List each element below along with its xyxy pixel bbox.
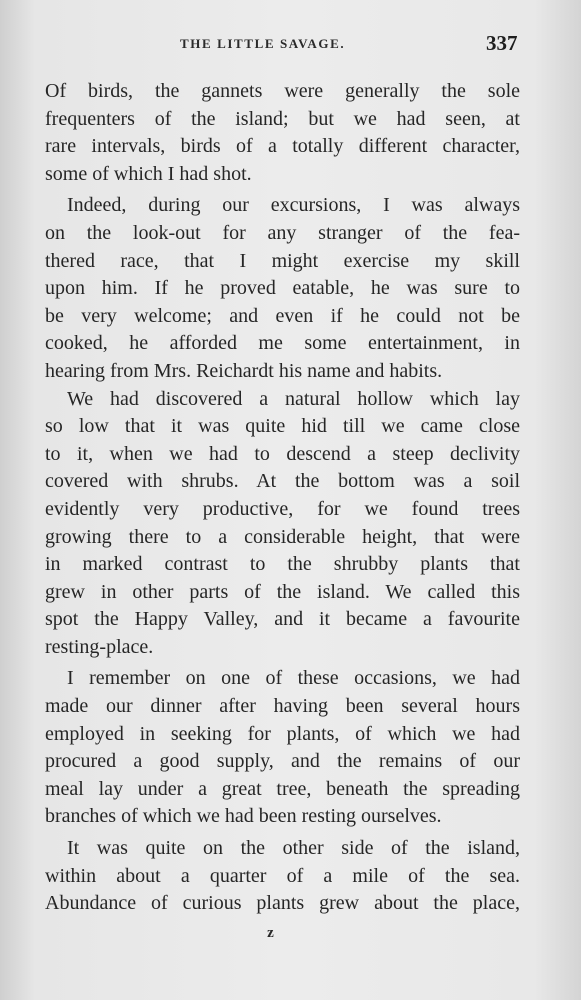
text-line: evidently very productive, for we found trees	[45, 497, 520, 520]
text-line: hearing from Mrs. Reichardt his name and habits.	[45, 359, 443, 382]
paragraph	[45, 386, 520, 662]
text-line: procured a good supply, and the remains of our	[45, 750, 520, 773]
text-line: Abundance of curious plants grew about the place,	[45, 892, 520, 915]
page-number: 337	[486, 31, 518, 55]
text-line: made our dinner after having been several hours	[45, 695, 520, 718]
text-line: covered with shrubs. At the bottom was a soil	[45, 470, 520, 493]
text-line: some of which I had shot.	[45, 162, 252, 185]
text-line: spot the Happy Valley, and it became a favourite	[45, 608, 520, 631]
text-line: in marked contrast to the shrubby plants that	[45, 553, 520, 576]
paragraph	[45, 835, 520, 918]
text-line: cooked, he afforded me some entertainment, in	[45, 332, 520, 355]
text-line: be very welcome; and even if he could not be	[45, 304, 520, 327]
signature-mark	[0, 924, 581, 942]
paragraph	[45, 78, 520, 188]
text-line: on the look-out for any stranger of the fea-	[45, 221, 520, 244]
page-header	[0, 31, 581, 58]
signature-letter: z	[267, 925, 274, 941]
text-line: thered race, that I might exercise my skill	[45, 249, 520, 272]
text-line: growing there to a considerable height, that were	[45, 525, 520, 548]
paragraph	[45, 192, 520, 385]
text-line: grew in other parts of the island. We called this	[45, 580, 520, 603]
text-line: within about a quarter of a mile of the sea.	[45, 864, 520, 887]
text-line: to it, when we had to descend a steep declivity	[45, 442, 520, 465]
text-line: meal lay under a great tree, beneath the spreading	[45, 777, 520, 800]
paragraph	[45, 665, 520, 831]
body-text	[45, 78, 520, 918]
text-line: Indeed, during our excursions, I was always	[67, 194, 520, 217]
text-line: I remember on one of these occasions, we had	[67, 667, 520, 690]
text-line: We had discovered a natural hollow which lay	[67, 387, 520, 410]
text-line: employed in seeking for plants, of which we had	[45, 722, 520, 745]
text-line: It was quite on the other side of the island,	[67, 837, 520, 860]
text-line: so low that it was quite hid till we came close	[45, 415, 520, 438]
running-title: THE LITTLE SAVAGE.	[180, 36, 346, 51]
text-line: frequenters of the island; but we had seen, at	[45, 107, 520, 130]
text-line: upon him. If he proved eatable, he was sure to	[45, 277, 520, 300]
text-line: branches of which we had been resting ourselves.	[45, 805, 442, 828]
text-line: resting-place.	[45, 635, 154, 658]
text-line: Of birds, the gannets were generally the sole	[45, 80, 520, 102]
text-line: rare intervals, birds of a totally different character,	[45, 135, 520, 158]
